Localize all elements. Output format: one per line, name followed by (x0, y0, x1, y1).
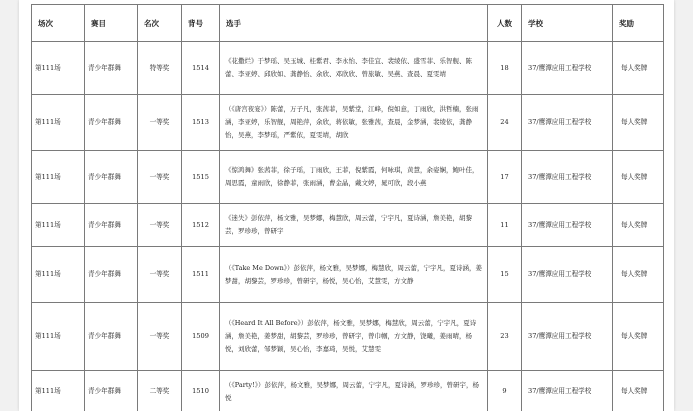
cell-school: 37/鹰潭应用工程学校 (522, 204, 613, 247)
cell-number: 1514 (182, 42, 220, 95)
cell-number: 1511 (182, 247, 220, 303)
cell-number: 1513 (182, 95, 220, 151)
header-award: 奖励 (613, 5, 664, 42)
cell-number: 1512 (182, 204, 220, 247)
cell-award: 每人奖牌 (613, 151, 664, 204)
cell-school: 37/鹰潭应用工程学校 (522, 303, 613, 371)
cell-school: 37/鹰潭应用工程学校 (522, 95, 613, 151)
cell-award: 每人奖牌 (613, 303, 664, 371)
table-row (32, 151, 664, 204)
cell-session: 第111场 (32, 151, 85, 204)
cell-count: 18 (488, 42, 522, 95)
awards-table (31, 4, 664, 411)
table-row (32, 95, 664, 151)
cell-count: 24 (488, 95, 522, 151)
cell-number: 1509 (182, 303, 220, 371)
cell-players: 《惊鸿舞》张茜菲，徐子瑶，丁雨欣，王菲，倪紫霞，何咏琪，黄慧，余姿娴，鲍叶佳，周思霞，童雨欣，徐静菲，张雨涵，曹金晶，戴文婷，晁可欣，段小燕 (220, 151, 488, 204)
cell-award: 每人奖牌 (613, 204, 664, 247)
cell-rank: 二等奖 (138, 371, 182, 411)
header-school: 学校 (522, 5, 613, 42)
table-row (32, 204, 664, 247)
cell-players: （《Party!》）彭依萍，杨文雅，吴梦娜，周云蕾，宁宇凡，夏诗涵，罗珍珍，曾研宇，杨悦 (220, 371, 488, 411)
table-row (32, 371, 664, 411)
cell-rank: 一等奖 (138, 303, 182, 371)
cell-school: 37/鹰潭应用工程学校 (522, 42, 613, 95)
header-session: 场次 (32, 5, 85, 42)
cell-rank: 一等奖 (138, 95, 182, 151)
cell-players: 《迷失》彭依萍，杨文雅，吴梦娜，梅慧欣，周云蕾，宁宇凡，夏诗涵，詹美艳，胡黎芸，罗珍珍，曾研宇 (220, 204, 488, 247)
cell-category: 青少年群舞 (85, 42, 138, 95)
cell-rank: 一等奖 (138, 204, 182, 247)
header-number: 背号 (182, 5, 220, 42)
cell-category: 青少年群舞 (85, 95, 138, 151)
cell-session: 第111场 (32, 371, 85, 411)
cell-count: 17 (488, 151, 522, 204)
cell-rank: 一等奖 (138, 151, 182, 204)
header-players: 选手 (220, 5, 488, 42)
cell-count: 23 (488, 303, 522, 371)
table-row (32, 247, 664, 303)
document-page (19, 0, 674, 411)
table-header-row (32, 5, 664, 42)
table-row (32, 303, 664, 371)
cell-session: 第111场 (32, 42, 85, 95)
header-count: 人数 (488, 5, 522, 42)
cell-school: 37/鹰潭应用工程学校 (522, 151, 613, 204)
cell-session: 第111场 (32, 95, 85, 151)
cell-rank: 一等奖 (138, 247, 182, 303)
cell-school: 37/鹰潭应用工程学校 (522, 371, 613, 411)
cell-count: 9 (488, 371, 522, 411)
cell-category: 青少年群舞 (85, 204, 138, 247)
cell-session: 第111场 (32, 204, 85, 247)
header-category: 赛目 (85, 5, 138, 42)
cell-award: 每人奖牌 (613, 247, 664, 303)
cell-count: 11 (488, 204, 522, 247)
cell-category: 青少年群舞 (85, 371, 138, 411)
cell-category: 青少年群舞 (85, 247, 138, 303)
cell-count: 15 (488, 247, 522, 303)
cell-players: （《Take Me Down》）彭依萍，杨文雅，吴梦娜，梅慧欣，周云蕾，宁宇凡，夏诗涵，姜梦甜，胡黎芸，罗珍珍，曾研宇，杨悦，吴心怡，艾慧雯，方文静 (220, 247, 488, 303)
cell-award: 每人奖牌 (613, 371, 664, 411)
cell-award: 每人奖牌 (613, 42, 664, 95)
cell-school: 37/鹰潭应用工程学校 (522, 247, 613, 303)
cell-session: 第111场 (32, 247, 85, 303)
cell-award: 每人奖牌 (613, 95, 664, 151)
cell-number: 1510 (182, 371, 220, 411)
cell-players: （《唐宫夜宴》）陈蕾，万子凡，张茜菲，吴紫堂，江峰，倪如意，丁雨欣，洪哲楠，张雨涵，李亚婷，乐智舰，周艳萍，余欣，蒋依敏，张雅茜，查晨，金梦涵，裴绫依，龚静怡，吴燕，李梦瑶，严紫依，夏雯靖，胡欣 (220, 95, 488, 151)
cell-category: 青少年群舞 (85, 151, 138, 204)
cell-rank: 特等奖 (138, 42, 182, 95)
cell-number: 1515 (182, 151, 220, 204)
cell-category: 青少年群舞 (85, 303, 138, 371)
header-rank: 名次 (138, 5, 182, 42)
cell-players: （《Heard It All Before》）彭依萍，杨文雅，吴梦娜，梅慧欣，周云蕾，宁宇凡，夏诗涵，詹美艳，姜梦甜，胡黎芸，罗珍珍，曾研宇，曾巾帼，方文静，饶曦，姜雨晴，杨悦，刘欣蕾，邹梦颖，吴心怡，李嘉琦，吴悦，艾慧雯 (220, 303, 488, 371)
cell-players: 《花撒烂》于梦瑶、吴玉城、桂紫君、李永怡、李佳宜、裴绫依、盛雪菲、乐智舰、陈蕾、李亚婷、邱欣如、龚静怡、余欣、邓欣欣、曾旅敏、吴燕、查晨、夏雯靖 (220, 42, 488, 95)
table-row (32, 42, 664, 95)
cell-session: 第111场 (32, 303, 85, 371)
